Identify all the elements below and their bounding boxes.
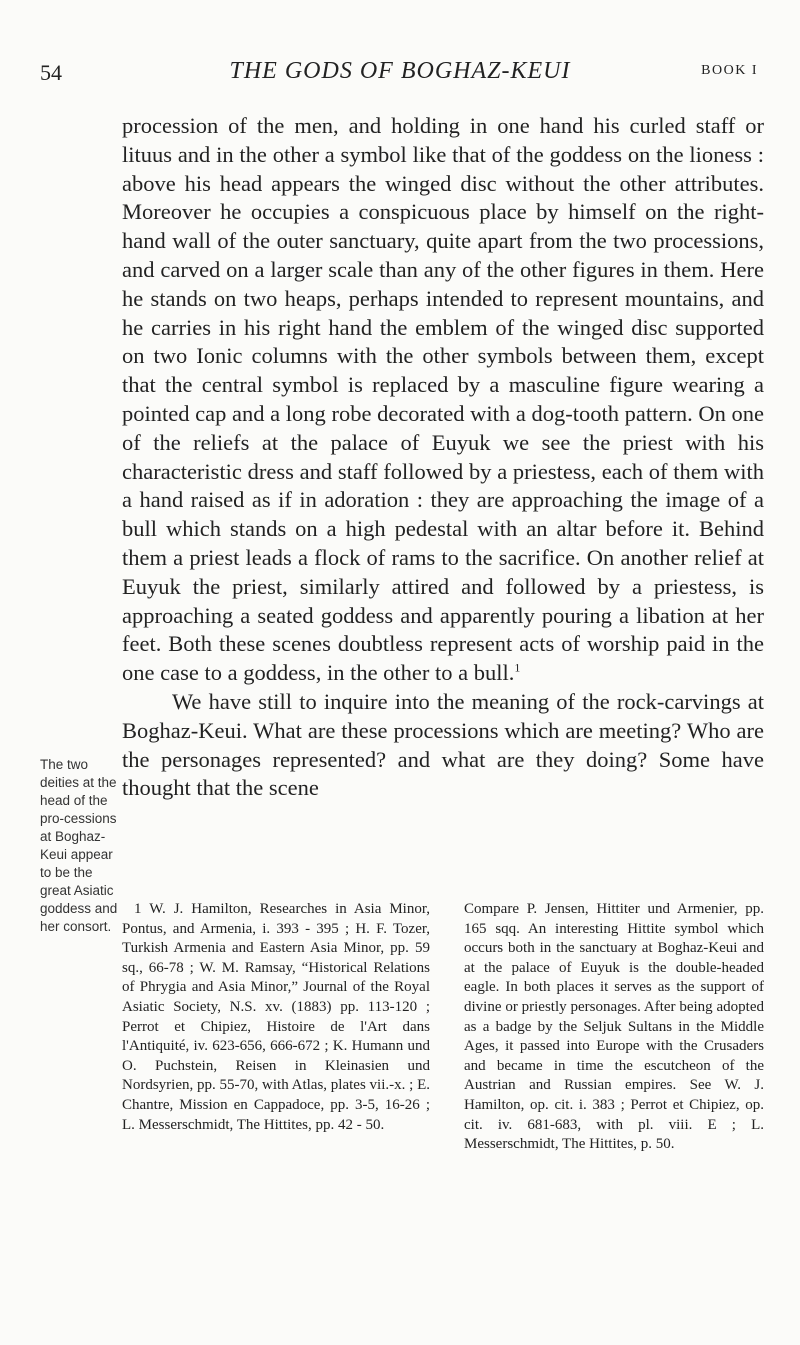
book-label: BOOK I bbox=[701, 63, 758, 78]
footnote: 1 W. J. Hamilton, Researches in Asia Minor, Pontus, and Armenia, i. 393 - 395 ; H. F. Tozer, Turkish Armenia and Eastern Asia Minor, pp. 59 sq., 66-78 ; W. M. Ramsay, “Historical Relations of Phrygia and Asia Minor,” Journal of the Royal Asiatic Society, N.S. xv. (1883) pp. 113-120 ; Perrot et Chipiez, Histoire de l'Art dans l'Antiquité, iv. 623-656, 666-672 ; K. Humann und O. Puchstein, Reisen in Kleinasien und Nordsyrien, pp. 55-70, with Atlas, plates vii.-x. ; E. Chantre, Mission en Cappadoce, pp. 3-5, 16-26 ; L. Messerschmidt, The Hittites, pp. 42 - 50. bbox=[122, 901, 430, 1133]
paragraph: We have still to inquire into the meaning of the rock-carvings at Boghaz-Keui. What are these processions which are meeting? Who are the personages represented? and what are they doing? Some have thought that the scene bbox=[122, 688, 764, 801]
paragraph-text: procession of the men, and holding in one hand his curled staff or lituus and in the other a symbol like that of the goddess on the lioness : above his head appears the winged disc without the other attributes. Moreover he occupies a conspicuous place by himself on the right-hand wall of the outer sanctuary, quite apart from the two processions, and carved on a larger scale than any of the other figures in them. Here he stands on two heaps, perhaps intended to represent mountains, and he carries in his right hand the emblem of the winged disc supported on two Ionic columns with the other symbols between them, except that the central symbol is replaced by a masculine figure wearing a pointed cap and a long robe decorated with a dog-tooth pattern. On one of the reliefs at the palace of Euyuk we see the priest with his characteristic dress and staff followed by a priestess, each of them with a hand raised as if in adoration : they are approaching the image of a bull which stands on a high pedestal with an altar before it. Behind them a priest leads a flock of rams to the sacrifice. On another relief at Euyuk the priest, similarly attired and followed by a priestess, is approaching a seated goddess and apparently pouring a libation at her feet. Both these scenes doubtless represent acts of worship paid in the one case to a goddess, in the other to a bull. bbox=[122, 113, 764, 686]
footnote-reference: 1 bbox=[514, 660, 521, 675]
footnote: Compare P. Jensen, Hittiter und Armenier, pp. 165 sqq. An interesting Hittite symbol which occurs both in the sanctuary at Boghaz-Keui and at the palace of Euyuk is the double-headed eagle. In both places it serves as the support of divine or priestly personages. After being adopted as a badge by the Seljuk Sultans in the Middle Ages, it passed into Europe with the Crusaders and became in time the escutcheon of the Austrian and Russian empires. See W. J. Hamilton, op. cit. i. 383 ; Perrot et Chipiez, op. cit. iv. 681-683, with pl. viii. E ; L. Messerschmidt, The Hittites, p. 50. bbox=[464, 901, 764, 1153]
page-header bbox=[0, 56, 800, 96]
footnote-column-left bbox=[122, 900, 430, 1135]
main-text bbox=[122, 112, 764, 803]
footnote-column-right bbox=[464, 900, 764, 1155]
running-title: THE GODS OF BOGHAZ-KEUI bbox=[229, 58, 571, 84]
paragraph bbox=[122, 112, 764, 688]
margin-note: The two deities at the head of the pro-cessions at Boghaz-Keui appear to be the great Asiatic goddess and her consort. bbox=[40, 757, 118, 934]
page-number: 54 bbox=[40, 60, 62, 85]
